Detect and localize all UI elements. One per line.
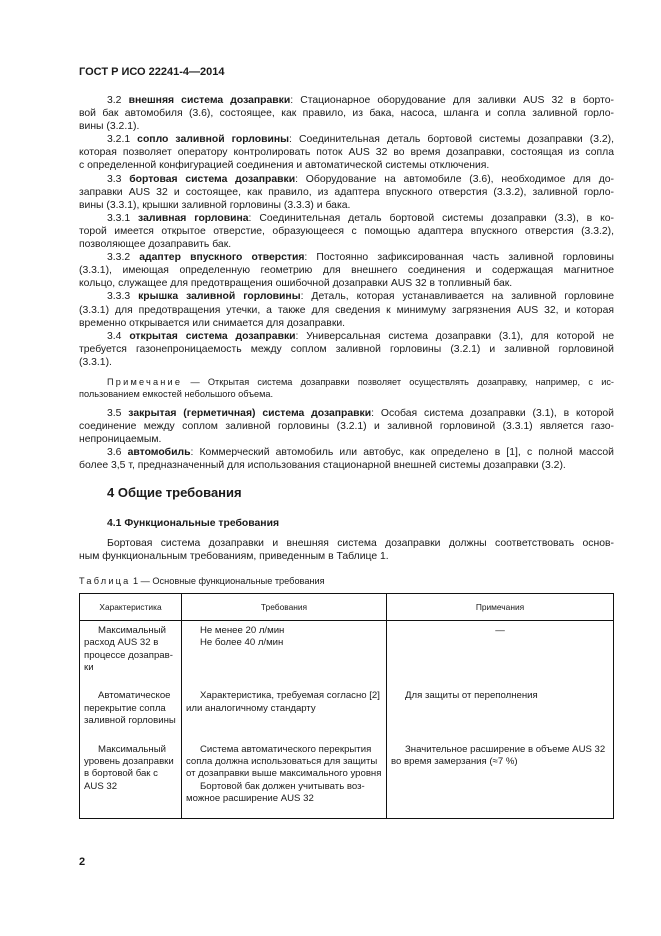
text: : Соединительная деталь бортовой системы дозаправки (3.3), в ко- bbox=[248, 212, 614, 224]
column-header: Примечания bbox=[387, 593, 614, 620]
note-label: Примечание bbox=[107, 376, 183, 387]
text: Не менее 20 л/мин bbox=[200, 624, 285, 636]
cell-characteristic bbox=[80, 620, 182, 686]
text-line bbox=[79, 133, 614, 146]
definition bbox=[79, 133, 614, 172]
text-line bbox=[79, 94, 614, 107]
text-line bbox=[79, 356, 614, 369]
definition-number: 3.2.1 bbox=[107, 134, 131, 146]
text-line bbox=[79, 186, 614, 199]
note bbox=[79, 376, 614, 401]
text: вины (3.3.1), крышки заливной горловины (3.3.3) и бака. bbox=[79, 199, 351, 211]
definition-term: адаптер впускного отверстия bbox=[139, 252, 305, 264]
text: Характеристика, требуемая согласно [2] или аналогичному стандарту bbox=[186, 690, 380, 714]
definition-term: сопло заливной горловины bbox=[137, 134, 290, 146]
definition-term: открытая система дозаправки bbox=[129, 330, 296, 342]
note-line bbox=[79, 388, 614, 401]
text: Бортовой бак должен учитывать воз-можное расширение AUS 32 bbox=[186, 780, 365, 805]
cell-notes bbox=[387, 686, 614, 739]
text: соединение между соплом заливной горловины (3.2.1) и заливной горловиной (3.3.1) является газо- bbox=[79, 421, 614, 433]
requirements-table bbox=[79, 593, 614, 819]
section-paragraph bbox=[79, 537, 614, 563]
text: заправки AUS 32 и состоящее, как правило, из адаптера впускного отверстия (3.3.2), заливной горло- bbox=[79, 186, 614, 198]
text: — Открытая система дозаправки позволяет осуществлять дозаправку, например, с ис- bbox=[182, 376, 614, 387]
text: позволяющее дозаправить бак. bbox=[79, 239, 232, 251]
definition-number: 3.2 bbox=[107, 95, 122, 106]
text: временно открывается или снимается для дозаправки. bbox=[79, 317, 346, 329]
definition bbox=[79, 446, 614, 472]
definition-term: крышка заливной горловины bbox=[138, 291, 301, 303]
text-line bbox=[79, 277, 614, 290]
text: кольцо, служащее для предотвращения ошибочной дозаправки AUS 32 в топливный бак. bbox=[79, 278, 513, 290]
subsection-heading: 4.1 Функциональные требования bbox=[107, 518, 280, 530]
definition-number: 3.4 bbox=[107, 330, 122, 342]
text: Значительное расширение в объеме AUS 32 во время замерзания (≈7 %) bbox=[391, 743, 606, 768]
text-line bbox=[79, 446, 614, 459]
text: Для защиты от переполнения bbox=[405, 690, 538, 702]
text: : Деталь, которая устанавливается на заливной горловине bbox=[300, 291, 614, 303]
text: пользованием емкостей небольшого объема. bbox=[79, 389, 274, 400]
definition-number: 3.3.2 bbox=[107, 252, 131, 264]
text-line bbox=[79, 343, 614, 356]
text: : Особая система дозаправки (3.1), в которой bbox=[371, 407, 614, 419]
text-line bbox=[79, 433, 614, 446]
text-line bbox=[79, 407, 614, 420]
document-body bbox=[79, 94, 614, 819]
note-line bbox=[79, 376, 614, 389]
text-line: ным функциональным требованиям, приведенным в Таблице 1. bbox=[79, 550, 389, 562]
text: Не более 40 л/мин bbox=[200, 637, 284, 649]
text: торой имеется открытое отверстие, образующееся с помощью адаптера впускного отверстия (3.3.2), bbox=[79, 225, 614, 237]
column-header: Характеристика bbox=[80, 593, 182, 620]
definition-term: закрытая (герметичная) система дозаправки bbox=[128, 407, 372, 419]
section-heading: 4 Общие требования bbox=[107, 485, 242, 501]
text: (3.3.1). bbox=[79, 356, 112, 368]
page-number: 2 bbox=[79, 856, 86, 868]
text-line bbox=[79, 317, 614, 330]
table-row bbox=[80, 686, 614, 739]
text: более 3,5 т, предназначенный для использования стационарной внешней системы дозаправки (3.2). bbox=[79, 460, 566, 472]
text-line: Бортовая система дозаправки и внешняя система дозаправки должны соответствовать основ- bbox=[107, 537, 614, 549]
text: : Универсальная система дозаправки (3.1), для которой не bbox=[295, 330, 615, 342]
definitions-list bbox=[79, 94, 614, 369]
text: вины (3.2.1). bbox=[79, 121, 140, 133]
table-row bbox=[80, 620, 614, 686]
text: с определенной конфигурацией соединения и автоматической системы отключения. bbox=[79, 160, 490, 172]
definition bbox=[79, 212, 614, 251]
text: Система автоматического перекрытия сопла должна использоваться для защиты от дозаправки выше максимального уровня bbox=[186, 743, 382, 780]
text-line bbox=[79, 238, 614, 251]
definition bbox=[79, 173, 614, 212]
text: Автоматическое перекрытие сопла заливной горловины bbox=[84, 690, 176, 727]
text-line bbox=[79, 251, 614, 264]
document-header: ГОСТ Р ИСО 22241-4—2014 bbox=[79, 66, 225, 78]
text-line bbox=[79, 459, 614, 472]
text-line bbox=[79, 290, 614, 303]
text-line bbox=[79, 173, 614, 186]
text-line bbox=[79, 120, 614, 133]
cell-notes bbox=[387, 740, 614, 819]
text-line bbox=[79, 146, 614, 159]
table-caption: Таблица 1 — Основные функциональные требования bbox=[79, 575, 325, 586]
definition-term: внешняя система дозаправки bbox=[128, 95, 291, 106]
text: : Оборудование на автомобиле (3.6), необходимое для до- bbox=[295, 173, 615, 185]
column-header: Требования bbox=[182, 593, 387, 620]
cell-requirements bbox=[182, 620, 387, 686]
definitions-list-2 bbox=[79, 407, 614, 472]
cell-requirements bbox=[182, 686, 387, 739]
text-line bbox=[79, 212, 614, 225]
definition-number: 3.6 bbox=[107, 447, 122, 459]
text: непроницаемым. bbox=[79, 434, 162, 446]
text-line bbox=[79, 264, 614, 277]
text-line bbox=[79, 107, 614, 120]
definition-number: 3.3.3 bbox=[107, 291, 131, 303]
definition-term: автомобиль bbox=[127, 447, 191, 459]
text: — bbox=[495, 624, 505, 636]
text-line bbox=[79, 330, 614, 343]
text-line bbox=[79, 199, 614, 212]
definition-term: заливная горловина bbox=[138, 212, 249, 224]
text-line bbox=[79, 304, 614, 317]
definition-term: бортовая система дозаправки bbox=[129, 173, 296, 185]
text: (3.3.1) для предотвращения утечки, а также для сведения к минимуму загрязнения AUS 32, и которая bbox=[79, 304, 614, 316]
text: Максимальный расход AUS 32 в процессе дозаправ-ки bbox=[84, 624, 173, 674]
text: требуется газонепроницаемость между соплом заливной горловины (3.2.1) и заливной горловиной bbox=[79, 343, 614, 355]
table-header-row bbox=[80, 593, 614, 620]
definition bbox=[79, 407, 614, 446]
definition bbox=[79, 290, 614, 329]
text: : Коммерческий автомобиль или автобус, как определено в [1], с полной массой bbox=[190, 447, 614, 459]
text-line bbox=[79, 225, 614, 238]
definition bbox=[79, 330, 614, 369]
table-row bbox=[80, 740, 614, 819]
cell-characteristic bbox=[80, 740, 182, 819]
text-line bbox=[79, 420, 614, 433]
cell-characteristic bbox=[80, 686, 182, 739]
definition bbox=[79, 251, 614, 290]
text: : Постоянно зафиксированная часть заливной горловины bbox=[304, 252, 614, 264]
text: Максимальный уровень дозаправки в бортовой бак с AUS 32 bbox=[84, 743, 174, 792]
text: : Соединительная деталь бортовой системы дозаправки (3.2), bbox=[289, 134, 614, 146]
definition-number: 3.5 bbox=[107, 407, 122, 419]
cell-notes bbox=[387, 620, 614, 686]
text: вой бак автомобиля (3.6), состоящее, как правило, из бака, насоса, шланга и сопла заливной горло- bbox=[79, 108, 614, 120]
definition-number: 3.3.1 bbox=[107, 212, 131, 224]
text: : Стационарное оборудование для заливки AUS 32 в борто- bbox=[290, 95, 614, 106]
cell-requirements bbox=[182, 740, 387, 819]
definition bbox=[79, 94, 614, 133]
text-line bbox=[79, 159, 614, 172]
text: (3.3.1), имеющая определенную геометрию для внешнего соединения и содержащая магнитное bbox=[79, 265, 614, 277]
text: которая позволяет оператору контролировать поток AUS 32 во время дозаправки, состоящая из сопла bbox=[79, 147, 614, 159]
definition-number: 3.3 bbox=[107, 173, 122, 185]
